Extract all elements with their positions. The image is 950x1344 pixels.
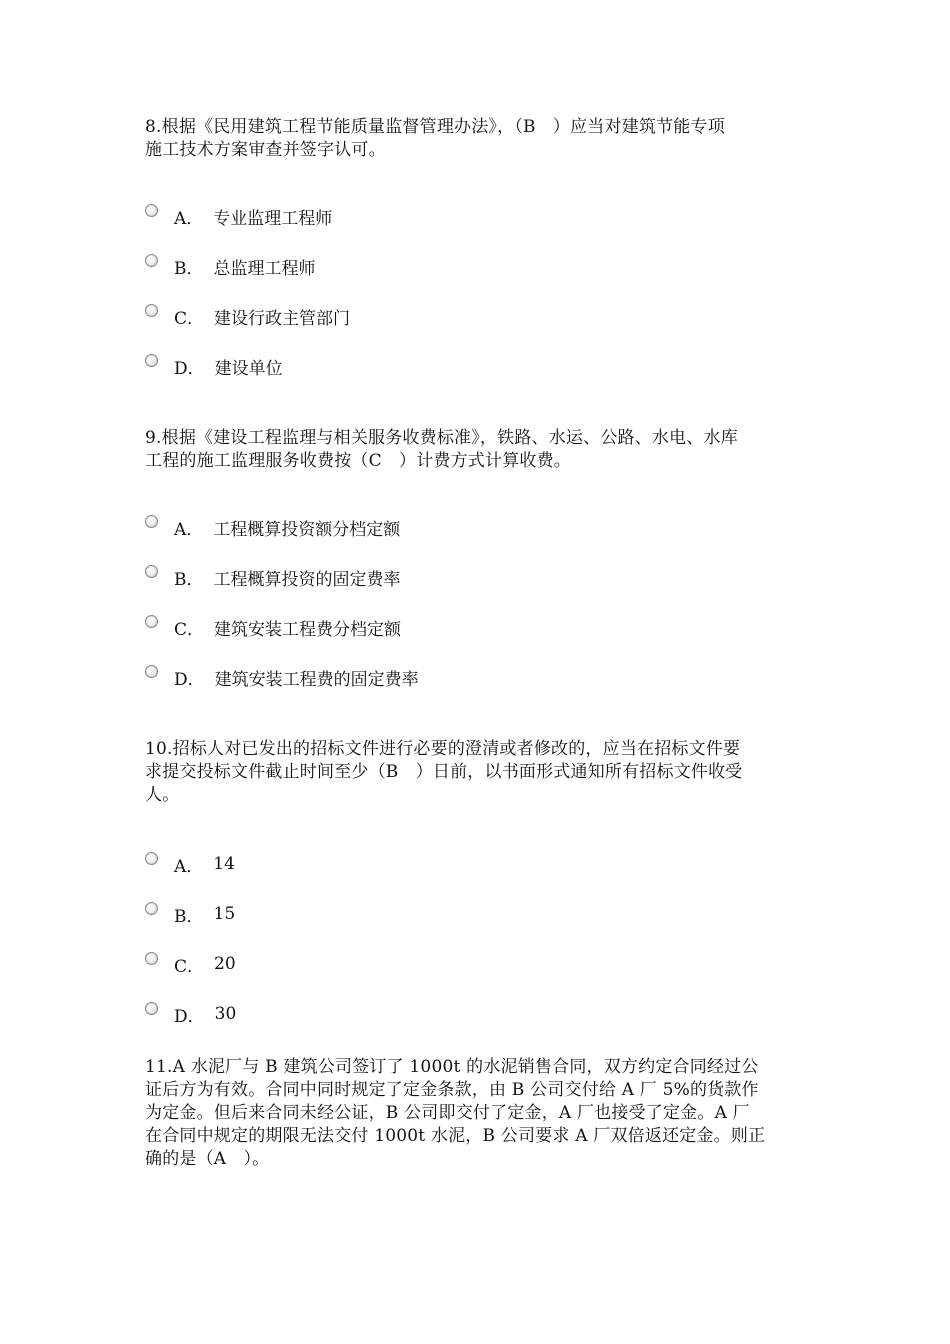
question-text: 11.A 水泥厂与 B 建筑公司签订了 1000t 的水泥销售合同，双方约定合同经过公 证后方为有效。合同中同时规定了定金条款，由 B 公司交付给 A 厂 5%的货款作 为定金。但后来合同未经公证，B 公司即交付了定金，A 厂也接受了定金。A 厂 在合同中规定的期限无法交付 1000t 水泥，B 公司要求 A 厂双倍返还定金。则正 确的是（A ）。 (145, 1057, 766, 1169)
option-letter: D． (174, 358, 205, 379)
question-text: 10.招标人对已发出的招标文件进行必要的澄清或者修改的，应当在招标文件要 求提交投标文件截止时间至少（B ）日前，以书面形式通知所有招标文件收受 人。 (145, 739, 743, 805)
option-a[interactable] (145, 515, 400, 539)
question-8 (145, 116, 815, 162)
radio-button-icon[interactable] (145, 565, 158, 578)
option-letter: B． (174, 569, 204, 590)
radio-button-icon[interactable] (145, 304, 158, 317)
radio-button-icon[interactable] (145, 254, 158, 267)
option-label: 建筑安装工程费分档定额 (214, 619, 402, 640)
option-letter: A． (174, 519, 204, 540)
option-label: 建筑安装工程费的固定费率 (214, 669, 419, 690)
option-label: 建设单位 (214, 358, 283, 379)
option-c[interactable] (145, 304, 350, 328)
radio-button-icon[interactable] (145, 615, 158, 628)
option-label: 专业监理工程师 (213, 208, 333, 229)
option-letter: A． (174, 208, 204, 229)
option-letter: B． (174, 258, 204, 279)
option-b[interactable] (145, 565, 401, 589)
question-9 (145, 427, 815, 473)
option-label: 30 (214, 1004, 237, 1024)
option-a[interactable] (145, 204, 332, 228)
option-d[interactable] (145, 1002, 236, 1026)
option-letter: C． (174, 308, 205, 329)
radio-button-icon[interactable] (145, 515, 158, 528)
option-letter: C． (174, 956, 205, 977)
radio-button-icon[interactable] (145, 204, 158, 217)
option-label: 总监理工程师 (213, 258, 316, 279)
option-d[interactable] (145, 354, 283, 378)
option-a[interactable] (145, 852, 235, 876)
option-letter: D． (174, 1006, 205, 1027)
radio-button-icon[interactable] (145, 952, 158, 965)
question-10 (145, 738, 815, 807)
option-label: 14 (213, 854, 235, 874)
option-c[interactable] (145, 615, 401, 639)
question-11 (145, 1056, 815, 1171)
question-text: 9.根据《建设工程监理与相关服务收费标准》，铁路、水运、公路、水电、水库 工程的施工监理服务收费按（C ）计费方式计算收费。 (145, 428, 738, 471)
option-letter: D． (174, 669, 205, 690)
option-label: 工程概算投资额分档定额 (213, 519, 401, 540)
radio-button-icon[interactable] (145, 665, 158, 678)
option-d[interactable] (145, 665, 419, 689)
option-b[interactable] (145, 902, 235, 926)
radio-button-icon[interactable] (145, 1002, 158, 1015)
option-b[interactable] (145, 254, 316, 278)
option-label: 工程概算投资的固定费率 (213, 569, 401, 590)
radio-button-icon[interactable] (145, 902, 158, 915)
option-letter: A． (174, 856, 204, 877)
option-label: 20 (214, 954, 236, 974)
option-letter: B． (174, 906, 204, 927)
radio-button-icon[interactable] (145, 354, 158, 367)
option-c[interactable] (145, 952, 236, 976)
question-text: 8.根据《民用建筑工程节能质量监督管理办法》，（B ）应当对建筑节能专项 施工技术方案审查并签字认可。 (145, 117, 725, 160)
radio-button-icon[interactable] (145, 852, 158, 865)
option-label: 15 (213, 904, 236, 924)
option-label: 建设行政主管部门 (214, 308, 351, 329)
option-letter: C． (174, 619, 205, 640)
